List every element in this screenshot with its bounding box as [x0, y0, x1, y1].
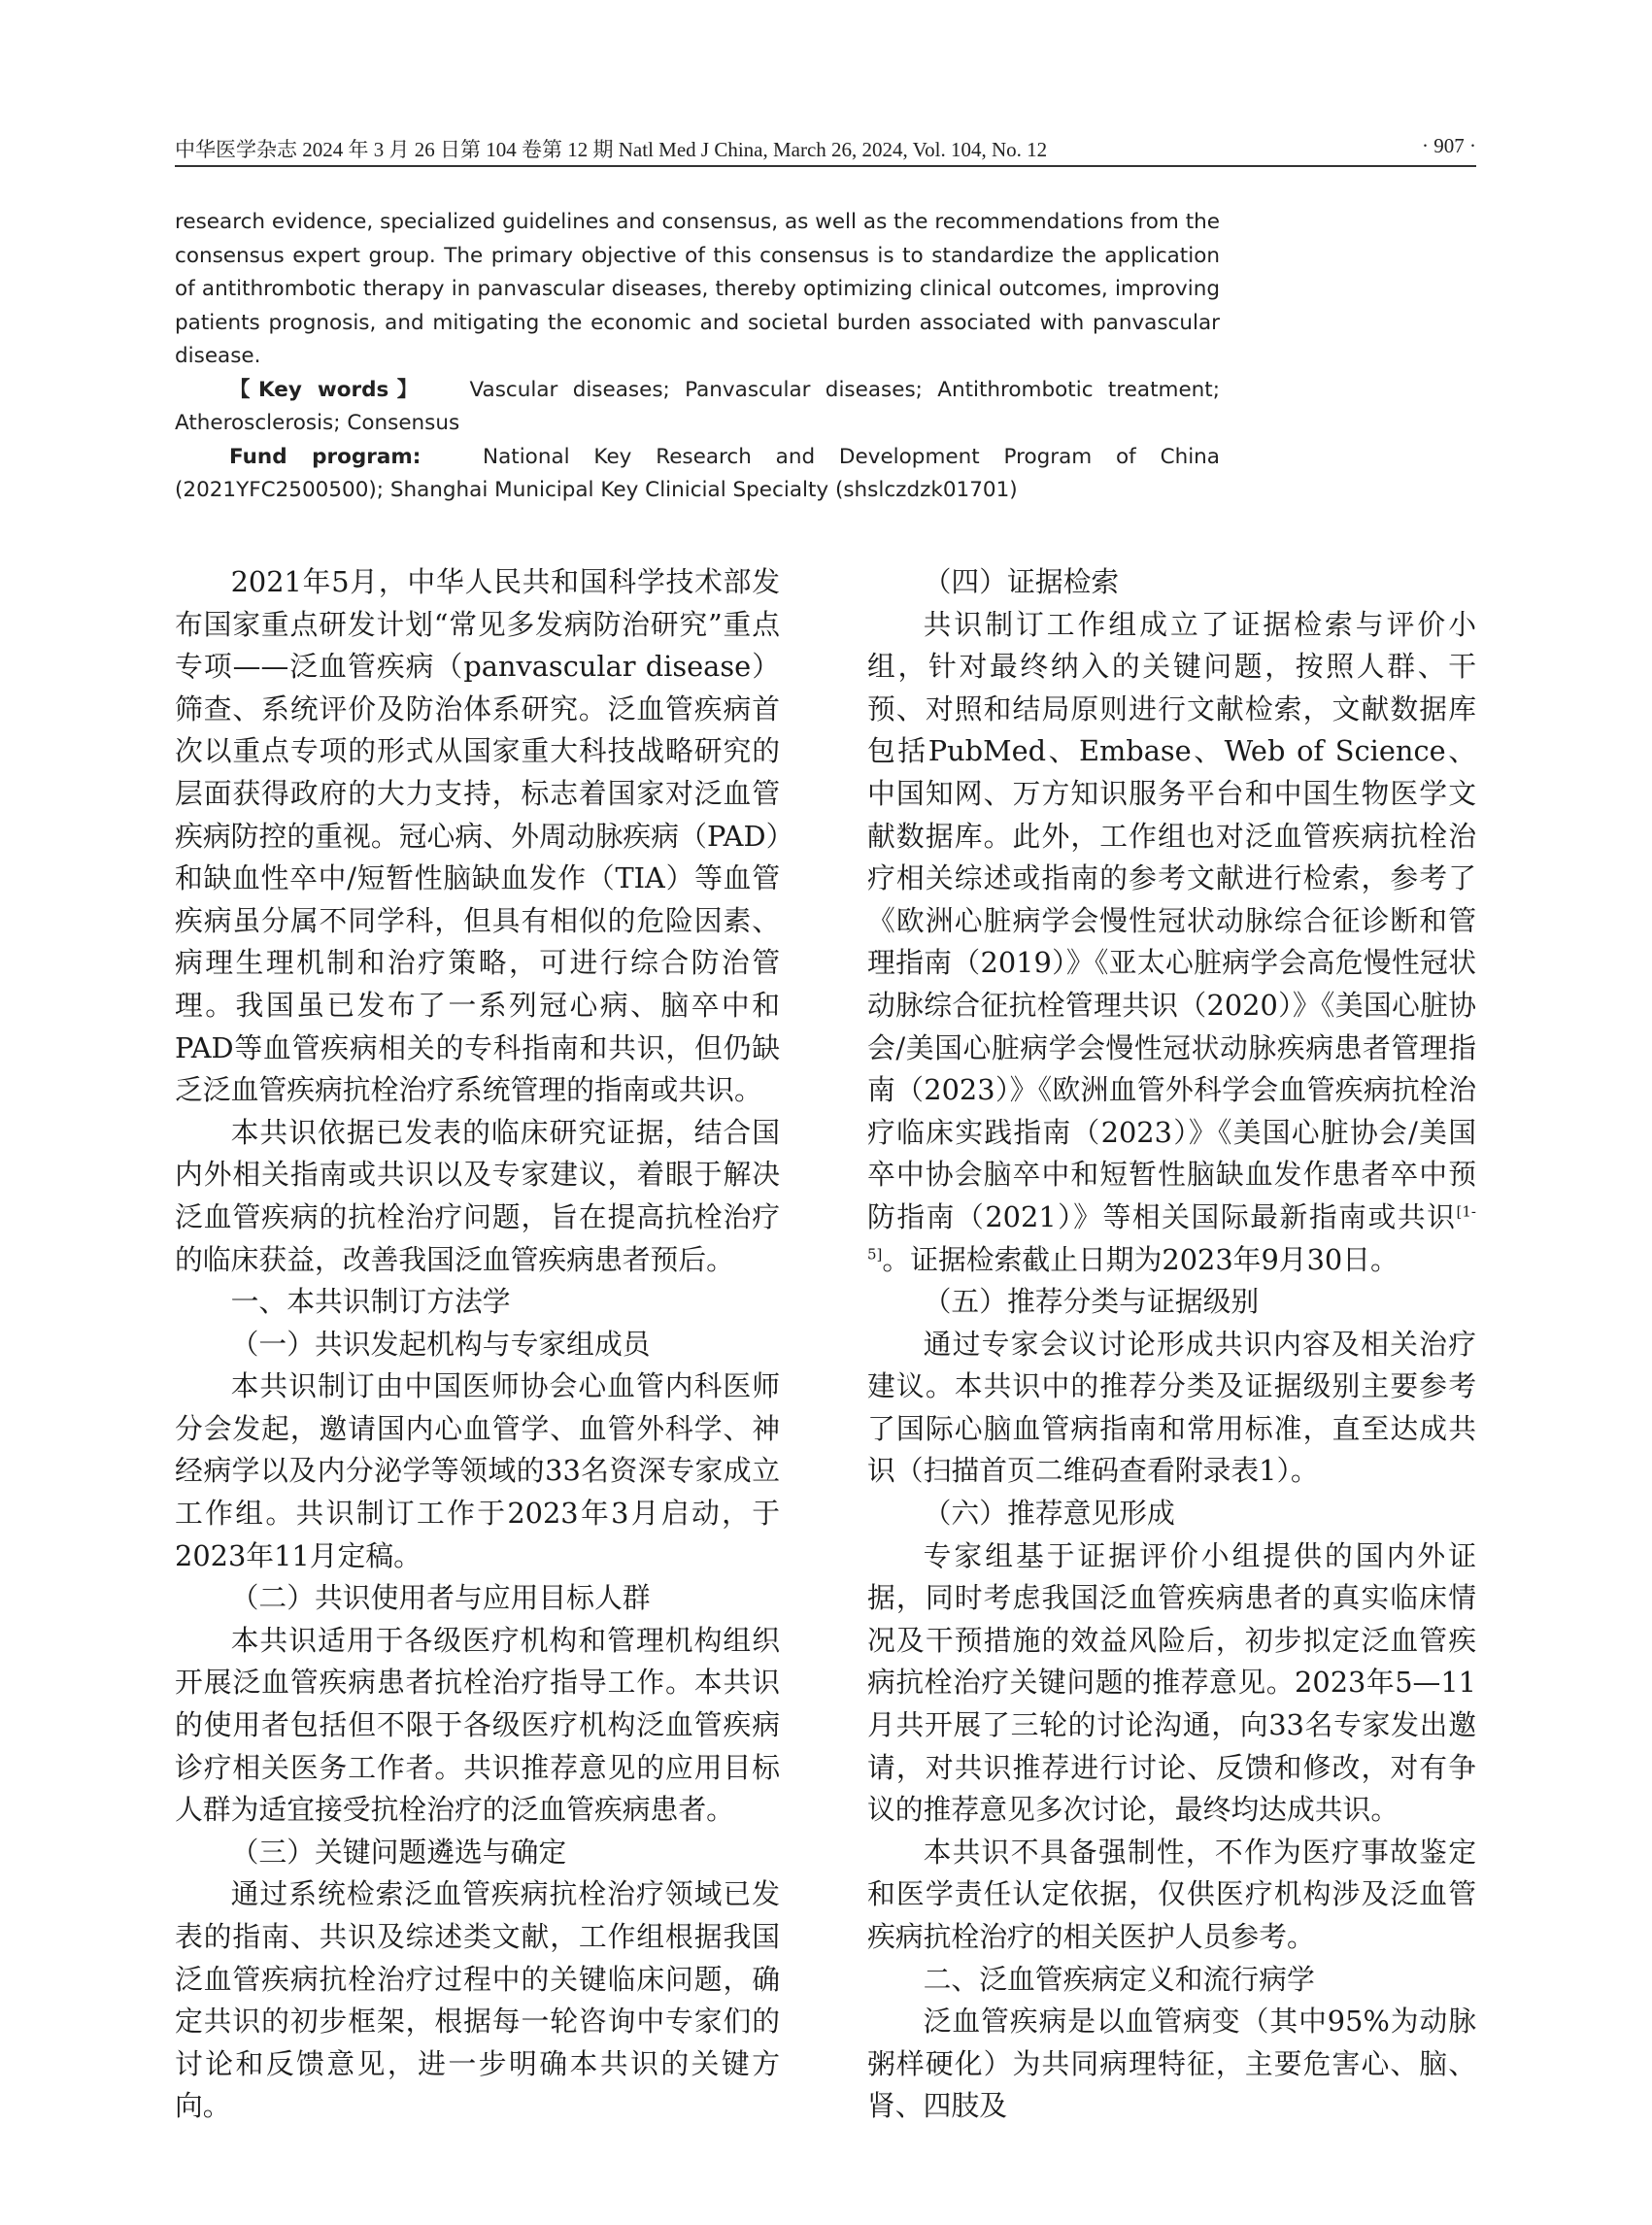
paragraph: 本共识适用于各级医疗机构和管理机构组织开展泛血管疾病患者抗栓治疗指导工作。本共识的使用者包括但不限于各级医疗机构泛血管疾病诊疗相关医务工作者。共识推荐意见的应用目标人群为适宜接受抗栓治疗的泛血管疾病患者。: [175, 1623, 780, 1827]
paragraph: 泛血管疾病是以血管病变（其中95%为动脉粥样硬化）为共同病理特征，主要危害心、脑、肾、四肢及: [867, 2005, 1476, 2123]
keywords-label: 【Key words】: [229, 377, 426, 402]
paragraph: 通过专家会议讨论形成共识内容及相关治疗建议。本共识中的推荐分类及证据级别主要参考了国际心脑血管病指南和常用标准，直至达成共识（扫描首页二维码查看附录表1）。: [867, 1327, 1476, 1488]
paragraph-text: 。证据检索截止日期为2023年9月30日。: [882, 1242, 1399, 1276]
paragraph: 本共识依据已发表的临床研究证据，结合国内外相关指南或共识以及专家建议，着眼于解决泛血管疾病的抗栓治疗问题，旨在提高抗栓治疗的临床获益，改善我国泛血管疾病患者预后。: [175, 1115, 780, 1276]
subsection-heading: （二）共识使用者与应用目标人群: [230, 1581, 651, 1615]
english-abstract: [175, 206, 1220, 508]
section-heading: 二、泛血管疾病定义和流行病学: [923, 1962, 1315, 1996]
paragraph: 专家组基于证据评价小组提供的国内外证据，同时考虑我国泛血管疾病患者的真实临床情况及干预措施的效益风险后，初步拟定泛血管疾病抗栓治疗关键问题的推荐意见。2023年5—11月共开展了三轮的讨论沟通，向33名专家发出邀请，对共识推荐进行讨论、反馈和修改，对有争议的推荐意见多次讨论，最终均达成共识。: [867, 1538, 1476, 1827]
right-column: [867, 561, 1476, 2128]
paragraph: 本共识不具备强制性，不作为医疗事故鉴定和医学责任认定依据，仅供医疗机构涉及泛血管疾病抗栓治疗的相关医护人员参考。: [867, 1835, 1476, 1953]
paragraph-text: 共识制订工作组成立了证据检索与评价小组，针对最终纳入的关键问题，按照人群、干预、对照和结局原则进行文献检索，文献数据库包括PubMed、Embase、Web of Science、中国知网、万方知识服务平台和中国生物医学文献数据库。此外，工作组也对泛血管疾病抗栓治疗相关综述或指南的参考文献进行检索，参考了《欧洲心脏病学会慢性冠状动脉综合征诊断和管理指南（2019）》《亚太心脏病学会高危慢性冠状动脉综合征抗栓管理共识（2020）》《美国心脏协会/美国心脏病学会慢性冠状动脉疾病患者管理指南（2023）》《欧洲血管外科学会血管疾病抗栓治疗临床实践指南（2023）》《美国心脏协会/美国卒中协会脑卒中和短暂性脑缺血发作患者卒中预防指南（2021）》等相关国际最新指南或共识: [867, 607, 1476, 1233]
paragraph: 本共识制订由中国医师协会心血管内科医师分会发起，邀请国内心血管学、血管外科学、神经病学以及内分泌学等领域的33名资深专家成立工作组。共识制订工作于2023年3月启动，于2023年11月定稿。: [175, 1369, 780, 1572]
keywords-text: Vascular diseases; Panvascular diseases; Antithrombotic treatment; Atherosclerosis; Consensus: [175, 377, 1220, 435]
subsection-heading: （六）推荐意见形成: [923, 1497, 1175, 1531]
subsection-heading: （五）推荐分类与证据级别: [923, 1285, 1260, 1319]
left-column: [175, 561, 780, 2128]
citation-ref: [1-5]: [867, 1202, 1476, 1263]
paragraph: 2021年5月，中华人民共和国科学技术部发布国家重点研发计划“常见多发病防治研究”重点专项——泛血管疾病（panvascular disease）筛查、系统评价及防治体系研究。泛血管疾病首次以重点专项的形式从国家重大科技战略研究的层面获得政府的大力支持，标志着国家对泛血管疾病防控的重视。冠心病、外周动脉疾病（PAD）和缺血性卒中/短暂性脑缺血发作（TIA）等血管疾病虽分属不同学科，但具有相似的危险因素、病理生理机制和治疗策略，可进行综合防治管理。我国虽已发布了一系列冠心病、脑卒中和PAD等血管疾病相关的专科指南和共识，但仍缺乏泛血管疾病抗栓治疗系统管理的指南或共识。: [175, 565, 780, 1107]
subsection-heading: （三）关键问题遴选与确定: [230, 1835, 567, 1869]
journal-citation: 中华医学杂志 2024 年 3 月 26 日第 104 卷第 12 期 Natl Med J China, March 26, 2024, Vol. 104, No. 12: [175, 138, 1048, 161]
page-number: · 907 ·: [1422, 134, 1476, 157]
fund-label: Fund program:: [229, 444, 421, 469]
abstract-tail: research evidence, specialized guidelines and consensus, as well as the recommendations from the consensus expert group. The primary objective of this consensus is to standardize the application of antithrombotic therapy in panvascular diseases, thereby optimizing clinical outcomes, improving patients prognosis, and mitigating the economic and societal burden associated with panvascular disease.: [175, 210, 1220, 368]
subsection-heading: （四）证据检索: [923, 565, 1120, 598]
section-heading: 一、本共识制订方法学: [230, 1285, 511, 1319]
keywords: [175, 374, 1220, 441]
header-rule: [175, 165, 1476, 167]
subsection-heading: （一）共识发起机构与专家组成员: [230, 1327, 651, 1361]
fund-text: National Key Research and Development Program of China (2021YFC2500500); Shanghai Municipal Key Clinicial Specialty (shslczdzk01701): [175, 444, 1220, 502]
paragraph: [867, 604, 1476, 1282]
fund-program: [175, 441, 1220, 508]
paragraph: 通过系统检索泛血管疾病抗栓治疗领域已发表的指南、共识及综述类文献，工作组根据我国泛血管疾病抗栓治疗过程中的关键临床问题，确定共识的初步框架，根据每一轮咨询中专家们的讨论和反馈意见，进一步明确本共识的关键方向。: [175, 1877, 780, 2123]
running-header: [175, 134, 1476, 167]
